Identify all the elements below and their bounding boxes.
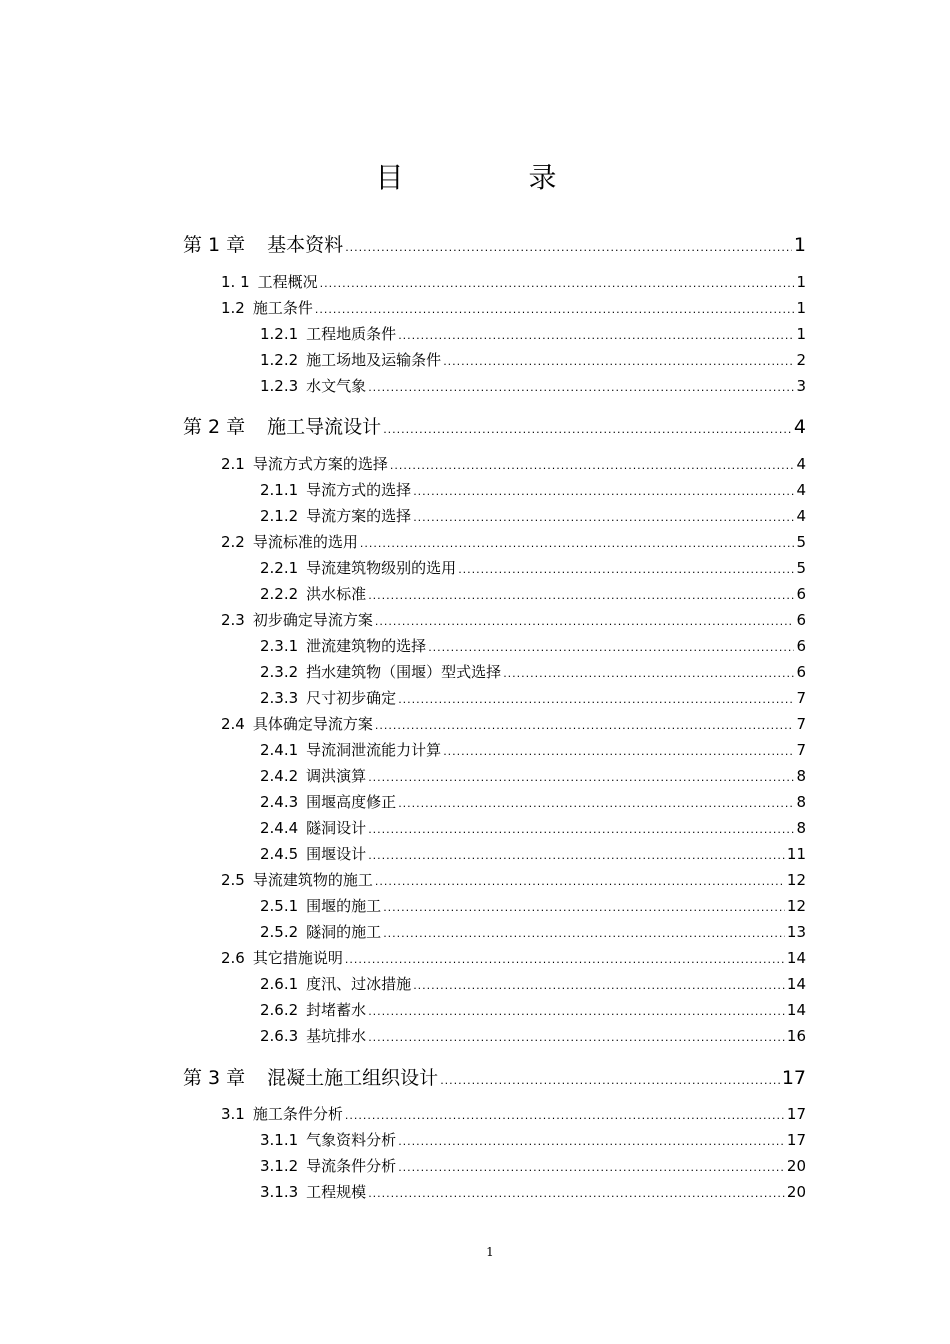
toc-entry-title: 导流方案的选择 <box>306 507 412 525</box>
toc-entry-number: 3.1 <box>221 1105 245 1123</box>
toc-leader-dots <box>360 534 795 554</box>
toc-entry-title: 气象资料分析 <box>306 1131 397 1149</box>
toc-entry-title: 挡水建筑物（围堰）型式选择 <box>306 663 502 681</box>
toc-entry[interactable] <box>260 558 806 580</box>
toc-entry-number: 2.3.1 <box>260 637 299 655</box>
toc-leader-dots <box>503 664 794 684</box>
toc-entry-page: 4 <box>796 507 806 525</box>
toc-entry-title: 围堰设计 <box>306 845 367 863</box>
toc-entry[interactable] <box>260 974 806 996</box>
toc-entry-page: 4 <box>796 455 806 473</box>
toc-leader-dots <box>375 612 795 632</box>
toc-entry-page: 17 <box>786 1131 806 1149</box>
toc-entry[interactable] <box>260 324 806 346</box>
toc-entry[interactable] <box>183 415 806 442</box>
toc-entry[interactable] <box>260 376 806 398</box>
toc-entry[interactable] <box>221 870 806 892</box>
toc-entry[interactable] <box>221 532 806 554</box>
toc-entry-page: 6 <box>796 611 806 629</box>
toc-leader-dots <box>383 418 792 442</box>
toc-entry-title: 隧洞的施工 <box>306 923 382 941</box>
toc-entry-number: 2.2 <box>221 533 245 551</box>
toc-leader-dots <box>368 846 785 866</box>
toc-entry-number: 2.6.1 <box>260 975 299 993</box>
toc-leader-dots <box>383 898 785 918</box>
toc-leader-dots <box>345 1106 785 1126</box>
toc-entry-number: 3.1.3 <box>260 1183 299 1201</box>
toc-entry-page: 8 <box>796 767 806 785</box>
toc-entry-page: 20 <box>786 1183 806 1201</box>
toc-entry-title: 导流建筑物级别的选用 <box>306 559 457 577</box>
toc-entry-number: 2.4.5 <box>260 845 299 863</box>
toc-leader-dots <box>368 820 794 840</box>
toc-entry[interactable] <box>183 233 806 260</box>
toc-entry-title: 洪水标准 <box>306 585 367 603</box>
toc-entry-number: 2.3.3 <box>260 689 299 707</box>
toc-entry[interactable] <box>221 298 806 320</box>
toc-entry[interactable] <box>260 766 806 788</box>
toc-entry[interactable] <box>260 1182 806 1204</box>
toc-entry-title: 基坑排水 <box>306 1027 367 1045</box>
toc-entry-page: 16 <box>786 1027 806 1045</box>
page-number: 1 <box>486 1245 494 1259</box>
toc-entry-title: 泄流建筑物的选择 <box>306 637 427 655</box>
toc-entry[interactable] <box>260 350 806 372</box>
toc-leader-dots <box>398 1158 785 1178</box>
toc-entry-page: 12 <box>786 871 806 889</box>
toc-entry-page: 7 <box>796 689 806 707</box>
toc-entry-number: 2.5.2 <box>260 923 299 941</box>
toc-entry-title: 围堰的施工 <box>306 897 382 915</box>
toc-entry-title: 水文气象 <box>306 377 367 395</box>
toc-entry-title: 其它措施说明 <box>252 949 343 967</box>
toc-entry-number: 2.4.4 <box>260 819 299 837</box>
toc-leader-dots <box>375 872 785 892</box>
toc-entry-number: 2.2.1 <box>260 559 299 577</box>
toc-entry-number: 3.1.2 <box>260 1157 299 1175</box>
toc-entry-number: 2.5.1 <box>260 897 299 915</box>
toc-entry-number: 第 2 章 <box>183 416 246 438</box>
toc-entry-title: 工程规模 <box>306 1183 367 1201</box>
toc-entry-number: 2.6 <box>221 949 245 967</box>
toc-entry[interactable] <box>260 844 806 866</box>
toc-entry-number: 2.3 <box>221 611 245 629</box>
toc-entry-number: 2.5 <box>221 871 245 889</box>
toc-leader-dots <box>398 794 794 814</box>
toc-entry-number: 2.3.2 <box>260 663 299 681</box>
toc-entry-title: 尺寸初步确定 <box>306 689 397 707</box>
toc-entry-title: 工程地质条件 <box>306 325 397 343</box>
toc-leader-dots <box>443 352 794 372</box>
toc-entry[interactable] <box>260 792 806 814</box>
toc-leader-dots <box>320 274 795 294</box>
toc-entry-title: 围堰高度修正 <box>306 793 397 811</box>
toc-entry-page: 17 <box>786 1105 806 1123</box>
toc-entry-page: 2 <box>796 351 806 369</box>
toc-entry[interactable] <box>260 636 806 658</box>
toc-leader-dots <box>375 716 795 736</box>
toc-entry-title: 调洪演算 <box>306 767 367 785</box>
toc-entry[interactable] <box>183 1066 806 1093</box>
toc-entry-page: 12 <box>786 897 806 915</box>
toc-leader-dots <box>390 456 795 476</box>
toc-entry-title: 度汛、过冰措施 <box>306 975 412 993</box>
toc-entry-title: 施工场地及运输条件 <box>306 351 442 369</box>
toc-entry-page: 4 <box>793 416 806 438</box>
toc-entry-title: 施工导流设计 <box>267 416 382 438</box>
toc-entry-title: 导流建筑物的施工 <box>252 871 373 889</box>
toc-entry-number: 1.2.2 <box>260 351 299 369</box>
toc-entry[interactable] <box>221 1104 806 1126</box>
toc-entry[interactable] <box>260 688 806 710</box>
toc-entry-title: 导流条件分析 <box>306 1157 397 1175</box>
toc-entry-title: 工程概况 <box>257 273 318 291</box>
toc-entry-number: 2.2.2 <box>260 585 299 603</box>
toc-leader-dots <box>368 378 794 398</box>
toc-entry-page: 17 <box>781 1067 806 1089</box>
toc-entry-page: 13 <box>786 923 806 941</box>
toc-entry-page: 5 <box>796 533 806 551</box>
toc-entry-number: 1. 1 <box>221 273 250 291</box>
toc-leader-dots <box>368 586 794 606</box>
toc-leader-dots <box>398 1132 785 1152</box>
toc-entry-page: 4 <box>796 481 806 499</box>
toc-entry-page: 14 <box>786 949 806 967</box>
toc-entry[interactable] <box>260 480 806 502</box>
toc-entry-number: 2.4.2 <box>260 767 299 785</box>
toc-entry-title: 初步确定导流方案 <box>252 611 373 629</box>
toc-entry-page: 6 <box>796 585 806 603</box>
toc-leader-dots <box>398 690 794 710</box>
toc-entry[interactable] <box>221 454 806 476</box>
toc-entry-page: 7 <box>796 715 806 733</box>
toc-entry[interactable] <box>260 506 806 528</box>
toc-entry-number: 第 3 章 <box>183 1067 246 1089</box>
toc-entry-number: 2.1.2 <box>260 507 299 525</box>
toc-entry-number: 1.2 <box>221 299 245 317</box>
toc-entry[interactable] <box>260 740 806 762</box>
toc-entry-number: 第 1 章 <box>183 234 246 256</box>
toc-entry-page: 1 <box>796 299 806 317</box>
toc-leader-dots <box>443 742 794 762</box>
toc-entry-page: 8 <box>796 819 806 837</box>
toc-entry-number: 1.2.3 <box>260 377 299 395</box>
toc-entry-page: 1 <box>796 273 806 291</box>
toc-entry-title: 隧洞设计 <box>306 819 367 837</box>
toc-entry-page: 11 <box>786 845 806 863</box>
toc-leader-dots <box>315 300 795 320</box>
toc-entry-number: 3.1.1 <box>260 1131 299 1149</box>
toc-entry-page: 7 <box>796 741 806 759</box>
toc-entry-number: 2.6.3 <box>260 1027 299 1045</box>
toc-entry-title: 具体确定导流方案 <box>252 715 373 733</box>
toc-leader-dots <box>440 1069 780 1093</box>
toc-leader-dots <box>458 560 794 580</box>
toc-title: 目 录 <box>375 161 615 194</box>
toc-entry-page: 1 <box>796 325 806 343</box>
toc-entry-title: 导流方式的选择 <box>306 481 412 499</box>
toc-entry-number: 2.1.1 <box>260 481 299 499</box>
toc-entry-title: 基本资料 <box>267 234 344 256</box>
toc-entry-number: 2.4 <box>221 715 245 733</box>
toc-leader-dots <box>368 1028 785 1048</box>
toc-entry[interactable] <box>260 1026 806 1048</box>
toc-entry-title: 导流方式方案的选择 <box>252 455 388 473</box>
toc-leader-dots <box>413 482 794 502</box>
toc-entry-page: 6 <box>796 663 806 681</box>
toc-entry[interactable] <box>221 610 806 632</box>
toc-entry-page: 20 <box>786 1157 806 1175</box>
toc-leader-dots <box>368 1002 785 1022</box>
toc-entry-title: 导流洞泄流能力计算 <box>306 741 442 759</box>
toc-entry-title: 封堵蓄水 <box>306 1001 367 1019</box>
toc-leader-dots <box>368 768 794 788</box>
toc-entry-number: 2.4.3 <box>260 793 299 811</box>
toc-entry-number: 2.4.1 <box>260 741 299 759</box>
toc-entry-title: 混凝土施工组织设计 <box>267 1067 439 1089</box>
toc-entry-title: 施工条件分析 <box>252 1105 343 1123</box>
toc-entry[interactable] <box>260 922 806 944</box>
toc-leader-dots <box>368 1184 785 1204</box>
toc-entry[interactable] <box>260 1000 806 1022</box>
toc-leader-dots <box>345 236 792 260</box>
toc-entry[interactable] <box>260 1156 806 1178</box>
toc-entry[interactable] <box>260 584 806 606</box>
toc-entry[interactable] <box>260 896 806 918</box>
toc-entry-page: 6 <box>796 637 806 655</box>
toc-leader-dots <box>413 976 785 996</box>
toc-entry[interactable] <box>260 1130 806 1152</box>
toc-entry-number: 1.2.1 <box>260 325 299 343</box>
toc-entry[interactable] <box>260 662 806 684</box>
toc-leader-dots <box>383 924 785 944</box>
toc-entry[interactable] <box>221 948 806 970</box>
toc-entry[interactable] <box>221 714 806 736</box>
toc-entry-page: 14 <box>786 975 806 993</box>
toc-entry-page: 8 <box>796 793 806 811</box>
toc-entry-page: 1 <box>793 234 806 256</box>
toc-entry-page: 14 <box>786 1001 806 1019</box>
toc-leader-dots <box>345 950 785 970</box>
toc-leader-dots <box>428 638 794 658</box>
toc-leader-dots <box>398 326 794 346</box>
toc-entry-number: 2.1 <box>221 455 245 473</box>
toc-entry[interactable] <box>221 272 806 294</box>
toc-entry-page: 3 <box>796 377 806 395</box>
toc-leader-dots <box>413 508 794 528</box>
toc-entry-title: 导流标准的选用 <box>252 533 358 551</box>
toc-entry-page: 5 <box>796 559 806 577</box>
toc-entry-number: 2.6.2 <box>260 1001 299 1019</box>
toc-entry[interactable] <box>260 818 806 840</box>
toc-entry-title: 施工条件 <box>252 299 313 317</box>
